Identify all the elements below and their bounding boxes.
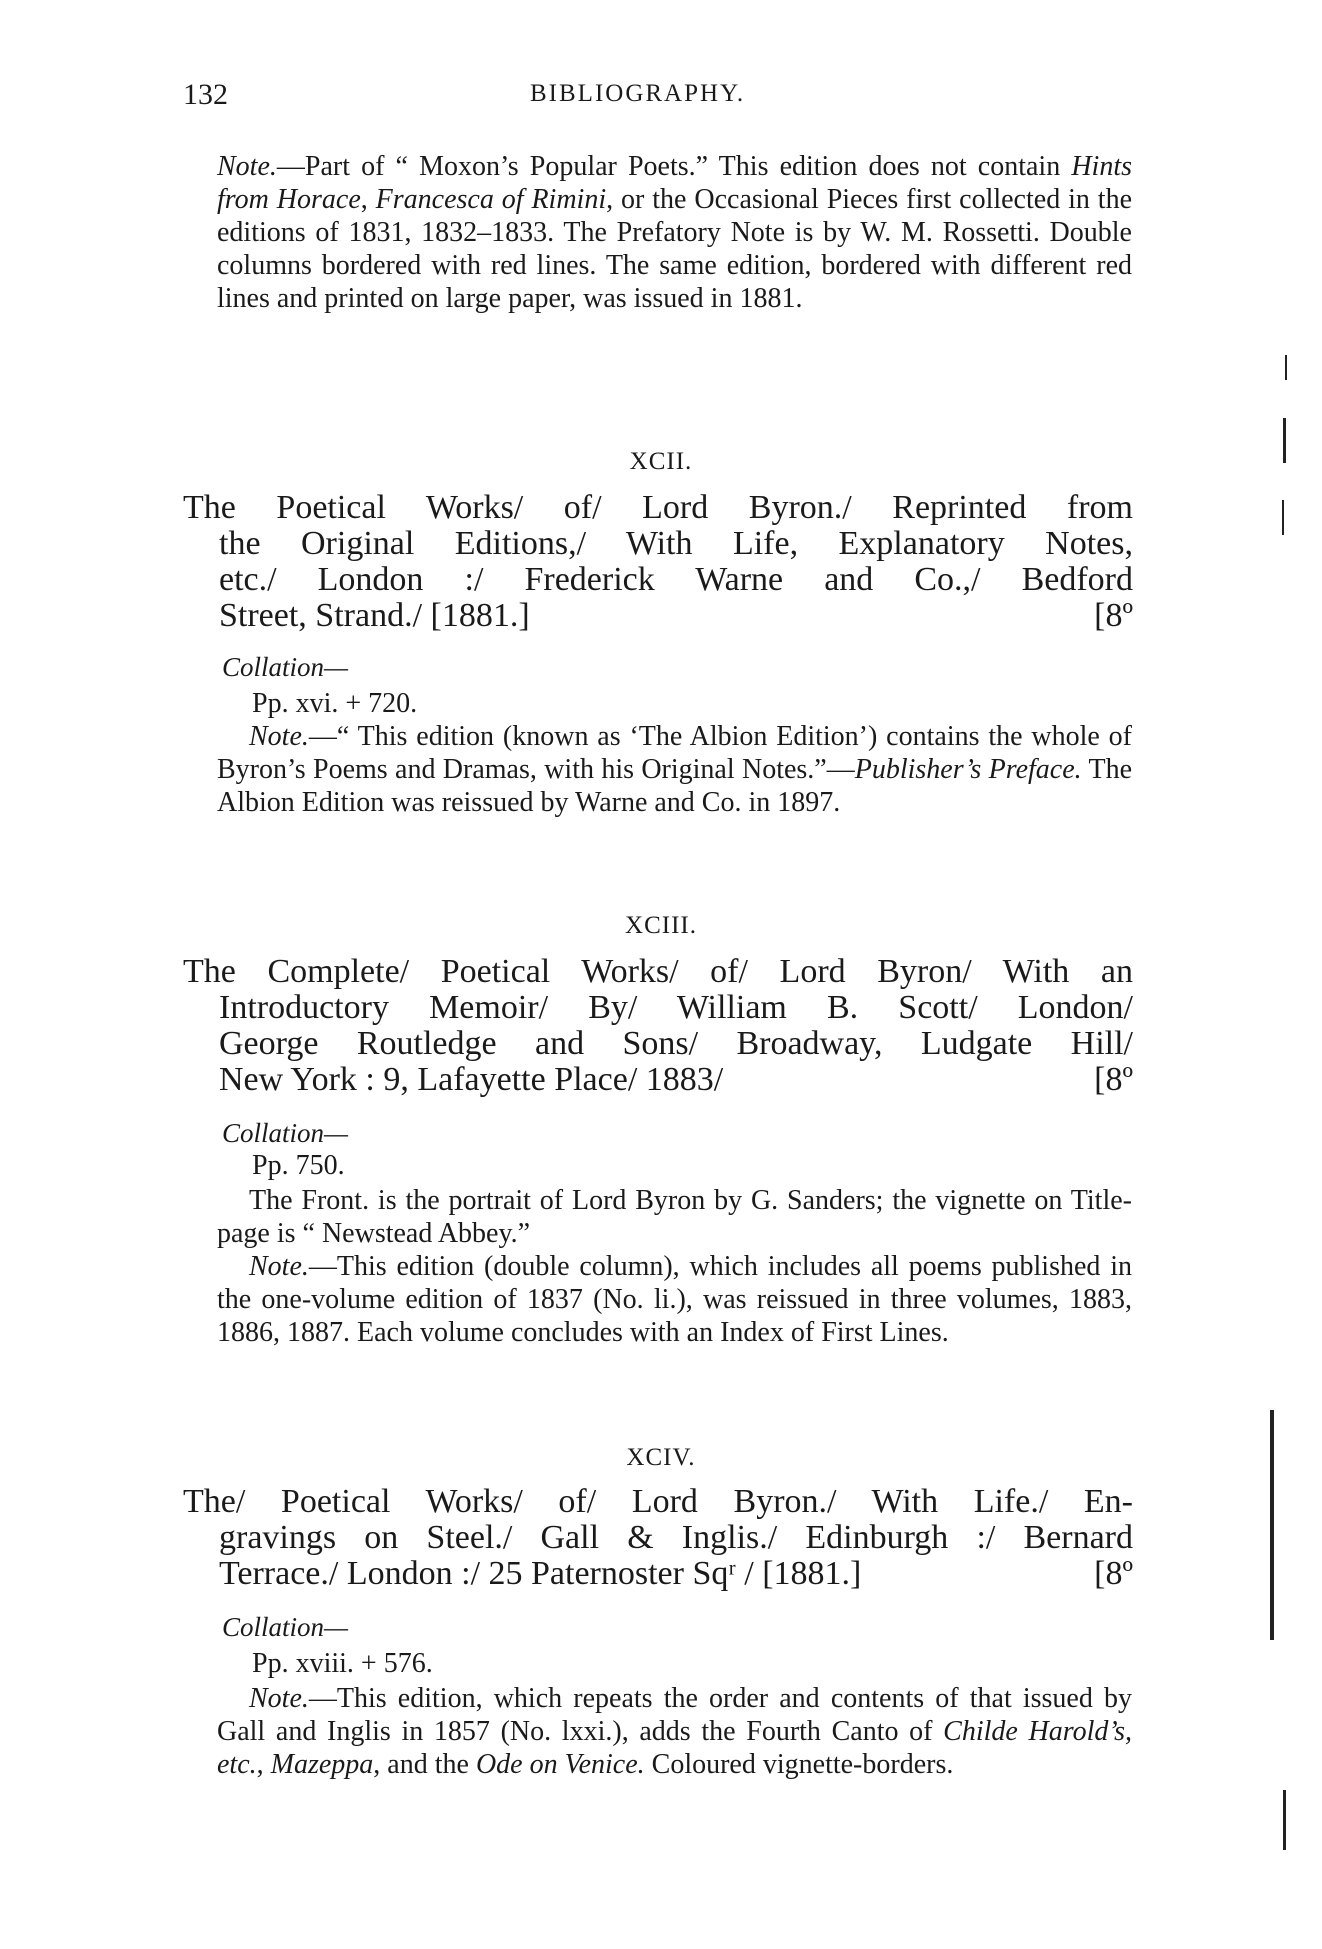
pagination: Pp. 750. (252, 1150, 345, 1181)
note-label: Note. (217, 151, 277, 182)
collation-label: Collation— (222, 1612, 349, 1642)
entry-numeral: XCII. (629, 448, 693, 475)
entry-title: The Poetical Works/ of/ Lord Byron./ Reprinted from the Original Editions,/ With Life, Explanatory Notes, etc./ London :/ Frederick Warne and Co.,/ Bedford Street, Strand./ [1881.] [8º (183, 489, 1133, 634)
entry-numeral: XCIV. (626, 1444, 696, 1471)
entry-title: The/ Poetical Works/ of/ Lord Byron./ With Life./ En- gravings on Steel./ Gall & Inglis./ Edinburgh :/ Bernard Terrace./ London :/ 25 Paternoster Sqʳ / [1881.] [8º (183, 1483, 1133, 1592)
format-mark: [8º (1094, 1061, 1133, 1098)
scan-mark (1285, 355, 1287, 380)
page-number: 132 (183, 78, 228, 111)
entry-note: Note.—“ This edition (known as ‘The Albion Edition’) contains the whole of Byron’s Poems and Dramas, with his Original Notes.”—Publisher’s Preface. The Albion Edition was reissued by Warne and Co. in 1897. (217, 721, 1133, 818)
format-mark: [8º (1094, 1555, 1133, 1592)
entry-note: Note.—This edition, which repeats the order and contents of that issued by Gall and Inglis in 1857 (No. lxxi.), adds the Fourth Canto of Childe Harold’s, etc., Mazeppa, and the Ode on Venice. Coloured vignette-borders. (217, 1683, 1132, 1780)
scan-mark (1283, 418, 1286, 463)
entry-numeral: XCIII. (625, 912, 697, 939)
intro-note: Note.—Part of “ Moxon’s Popular Poets.” This edition does not contain Hints from Horace, Francesca of Rimini, or the Occasional Pieces first collected in the editions of 1831, 1832–1833. The Prefatory Note is by W. M. Rossetti. Double columns bordered with red lines. The same edition, bordered with different red lines and printed on large paper, was issued in 1881. (217, 151, 1133, 314)
collation-label: Collation— (222, 652, 349, 682)
scan-mark (1282, 500, 1284, 535)
scan-mark (1283, 1790, 1286, 1850)
scan-mark (1270, 1410, 1274, 1640)
frontispiece-note: The Front. is the portrait of Lord Byron by G. Sanders; the vignette on Title-page is “ Newstead Abbey.” (217, 1185, 1132, 1249)
pagination: Pp. xviii. + 576. (252, 1648, 433, 1679)
running-head: BIBLIOGRAPHY. (530, 80, 746, 107)
format-mark: [8º (1094, 597, 1133, 634)
entry-title: The Complete/ Poetical Works/ of/ Lord Byron/ With an Introductory Memoir/ By/ William B. Scott/ London/ George Routledge and Sons/ Broadway, Ludgate Hill/ New York : 9, Lafayette Place/ 1883/ [8º (183, 953, 1133, 1098)
pagination: Pp. xvi. + 720. (252, 688, 418, 719)
collation-label: Collation— (222, 1118, 349, 1148)
entry-note: Note.—This edition (double column), which includes all poems published in the one-volume edition of 1837 (No. li.), was reissued in three volumes, 1883, 1886, 1887. Each volume concludes with an Index of First Lines. (217, 1251, 1132, 1348)
